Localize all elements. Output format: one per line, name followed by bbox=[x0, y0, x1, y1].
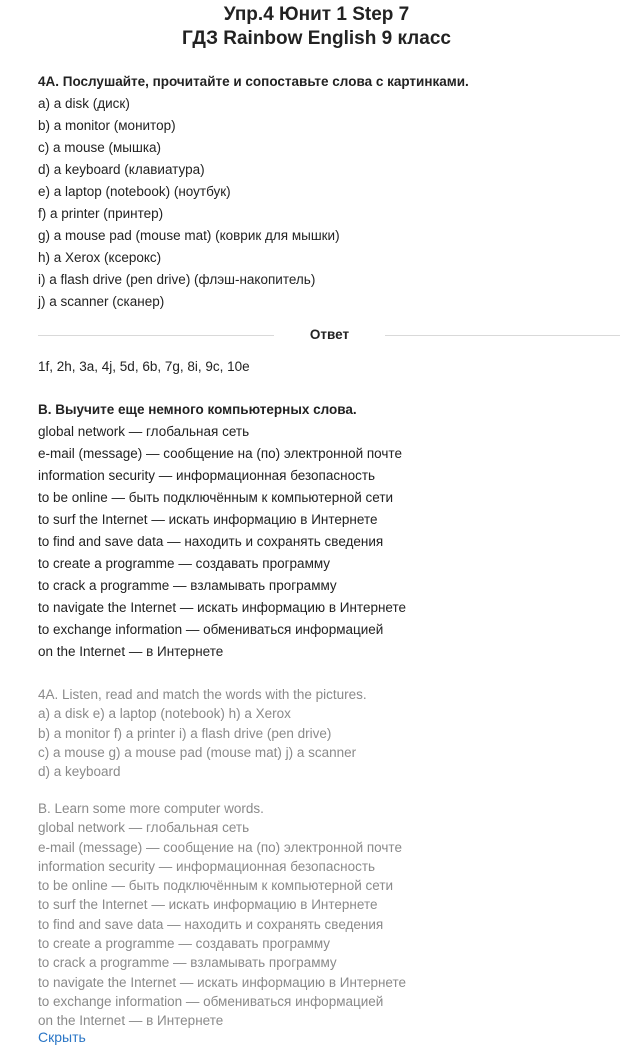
list-item: i) a flash drive (pen drive) (флэш-накопитель) bbox=[38, 272, 316, 287]
section-b-en bbox=[38, 799, 618, 1031]
hide-link[interactable]: Скрыть bbox=[38, 1029, 86, 1045]
answer-text: 1f, 2h, 3a, 4j, 5d, 6b, 7g, 8i, 9c, 10e bbox=[38, 359, 250, 374]
list-item: b) a monitor f) a printer i) a flash drive (pen drive) bbox=[38, 725, 332, 741]
list-item: e-mail (message) — сообщение на (по) электронной почте bbox=[38, 839, 402, 855]
answer-section bbox=[38, 356, 618, 378]
task-ru-section bbox=[38, 71, 618, 313]
divider-line-left bbox=[38, 335, 274, 336]
list-item: g) a mouse pad (mouse mat) (коврик для мышки) bbox=[38, 228, 340, 243]
list-item: to navigate the Internet — искать информацию в Интернете bbox=[38, 974, 407, 990]
list-item: to crack a programme — взламывать программу bbox=[38, 578, 337, 593]
section-b-ru-heading: B. Выучите еще немного компьютерных слова. bbox=[38, 402, 357, 417]
divider-line-right bbox=[385, 335, 620, 336]
list-item: to create a programme — создавать программу bbox=[38, 556, 331, 571]
list-item: to surf the Internet — искать информацию в Интернете bbox=[38, 897, 378, 913]
list-item: to be online — быть подключённым к компьютерной сети bbox=[38, 878, 394, 894]
list-item: to surf the Internet — искать информацию в Интернете bbox=[38, 512, 378, 527]
list-item: a) a disk (диск) bbox=[38, 96, 130, 111]
page-title: Упр.4 Юнит 1 Step 7 bbox=[223, 4, 410, 25]
list-item: b) a monitor (монитор) bbox=[38, 118, 176, 133]
list-item: to exchange information — обмениваться информацией bbox=[38, 993, 384, 1009]
task-en-heading: 4A. Listen, read and match the words with the pictures. bbox=[38, 687, 367, 702]
page-subtitle: ГДЗ Rainbow English 9 класс bbox=[182, 28, 451, 49]
list-item: a) a disk e) a laptop (notebook) h) a Xerox bbox=[38, 706, 291, 722]
list-item: global network — глобальная сеть bbox=[38, 820, 250, 836]
list-item: c) a mouse g) a mouse pad (mouse mat) j) a scanner bbox=[38, 744, 357, 760]
list-item: to crack a programme — взламывать программу bbox=[38, 955, 337, 971]
list-item: to exchange information — обмениваться информацией bbox=[38, 622, 384, 637]
list-item: to find and save data — находить и сохранять сведения bbox=[38, 534, 384, 549]
list-item: e-mail (message) — сообщение на (по) электронной почте bbox=[38, 446, 402, 461]
list-item: f) a printer (принтер) bbox=[38, 206, 164, 221]
list-item: global network — глобальная сеть bbox=[38, 424, 250, 439]
task-en-section bbox=[38, 685, 618, 781]
list-item: to navigate the Internet — искать информацию в Интернете bbox=[38, 600, 407, 615]
section-b-en-heading: B. Learn some more computer words. bbox=[38, 801, 264, 816]
list-item: j) a scanner (сканер) bbox=[38, 294, 165, 309]
list-item: c) a mouse (мышка) bbox=[38, 140, 162, 155]
list-item: to create a programme — создавать программу bbox=[38, 936, 331, 952]
answer-divider bbox=[38, 324, 620, 346]
answer-label: Ответ bbox=[309, 327, 350, 342]
list-item: to be online — быть подключённым к компьютерной сети bbox=[38, 490, 394, 505]
list-item: information security — информационная безопасность bbox=[38, 858, 376, 874]
list-item: h) a Xerox (ксерокс) bbox=[38, 250, 162, 265]
list-item: to find and save data — находить и сохранять сведения bbox=[38, 916, 384, 932]
list-item: d) a keyboard (клавиатура) bbox=[38, 162, 205, 177]
list-item: information security — информационная безопасность bbox=[38, 468, 376, 483]
task-ru-heading: 4А. Послушайте, прочитайте и сопоставьте слова с картинками. bbox=[38, 74, 469, 89]
list-item: e) a laptop (notebook) (ноутбук) bbox=[38, 184, 231, 199]
section-b-ru bbox=[38, 399, 618, 663]
list-item: on the Internet — в Интернете bbox=[38, 1013, 224, 1029]
list-item: d) a keyboard bbox=[38, 764, 121, 780]
list-item: on the Internet — в Интернете bbox=[38, 644, 224, 659]
